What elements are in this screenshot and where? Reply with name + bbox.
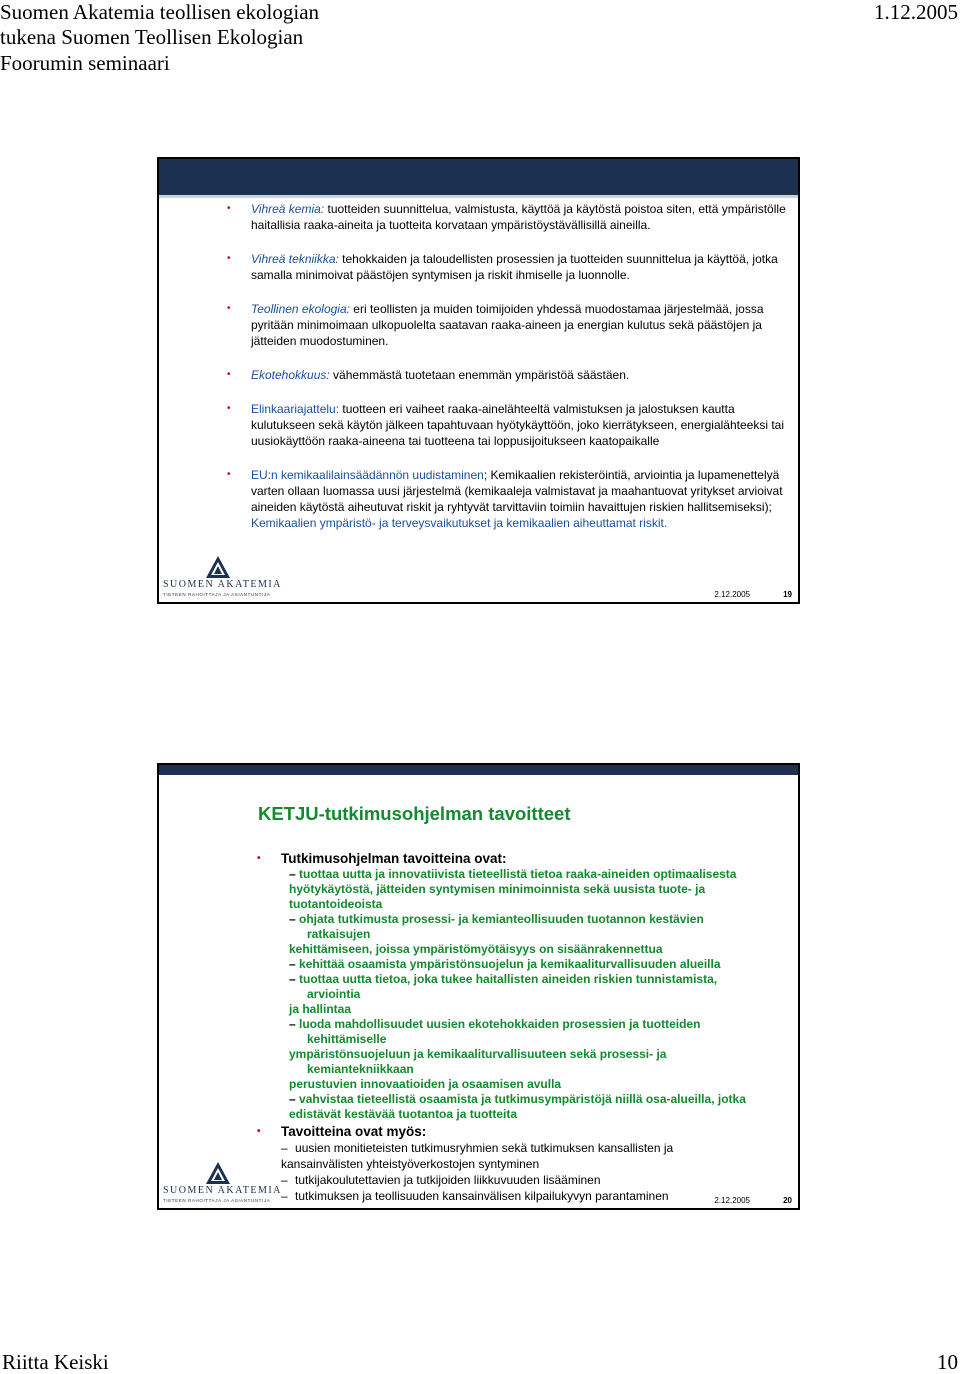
dash-icon: – [289, 1092, 300, 1106]
definition-term: Teollinen ekologia: [251, 302, 350, 316]
logo-tagline: TIETEEN RAHOITTAJA JA ASIANTUNTIJA [163, 592, 271, 597]
list-line-text: tuottaa uutta ja innovatiivista tieteellistä tietoa raaka-aineiden optimaalisesta [299, 867, 737, 881]
header-line-1: Suomen Akatemia teollisen ekologian [0, 0, 320, 24]
slide-date: 2.12.2005 [714, 590, 750, 599]
goals-list [281, 867, 800, 1122]
header-line-2: tukena Suomen Teollisen Ekologian [0, 25, 304, 49]
logo-name: SUOMEN AKATEMIA [163, 579, 282, 590]
list-line [281, 1017, 800, 1032]
list-line [281, 1032, 800, 1047]
list-line [281, 1107, 800, 1122]
list-line [281, 987, 800, 1002]
list-line [281, 1062, 800, 1077]
dash-icon: – [281, 1189, 292, 1203]
list-line [281, 1002, 800, 1017]
logo-emblem-icon [205, 555, 231, 579]
definition-term: Elinkaariajattelu: [251, 402, 340, 416]
definition-item-eu [227, 467, 791, 531]
list-line-text: tuottaa uutta tietoa, joka tukee haitallisten aineiden riskien tunnistamista, [299, 972, 718, 986]
footer-page-number: 10 [937, 1350, 958, 1374]
definition-text: ; Kemikaalien rekisteröintiä, arviointia ja lupamenettelyä varten ollaan luomassa uusi järjestelmä (kemikaaleja valmistavat ja maahantuovat yritykset arvioivat aineiden käytöstä aiheutuvat riskit ja ryhtyvät tarvittaviin toimiin havaittujen riskien hallitsemiseksi); [251, 468, 783, 514]
slide-title-bar [159, 765, 798, 775]
definition-text: tuotteiden suunnittelua, valmistusta, käyttöä ja käytöstä poistoa siten, että ympäristölle haitallisia raaka-aineita ja tuotteita korvataan ympäristöystävällisillä aineilla. [251, 202, 786, 232]
list-line-text: ohjata tutkimusta prosessi- ja kemianteollisuuden tuotannon kestävien [299, 912, 704, 926]
list-line-text: kehittämiseen, joissa ympäristömyötäisyys on sisäänrakennettua [289, 942, 663, 956]
bullet-icon: • [257, 853, 261, 864]
logo-tagline: TIETEEN RAHOITTAJA JA ASIANTUNTIJA [163, 1198, 271, 1203]
slide-title-bar-underline [159, 195, 798, 198]
list-line-text: vahvistaa tieteellistä osaamista ja tutkimusympäristöjä niillä osa-alueilla, jotka [299, 1092, 746, 1106]
list-line [281, 882, 800, 897]
list-line [281, 1092, 800, 1107]
slide-date: 2.12.2005 [714, 1196, 750, 1205]
definitions-list [227, 201, 791, 549]
dash-icon: – [281, 1173, 292, 1187]
header-line-3: Foorumin seminaari [0, 51, 170, 75]
goals-heading-text: Tutkimusohjelman tavoitteina ovat: [281, 851, 507, 866]
definition-text: tuotteen eri vaiheet raaka-ainelähteeltä valmistuksen ja jalostuksen kautta kulutukseen sekä käytön jälkeen tapahtuvaan hyötykäyttöön, joko kierrätykseen, energialähteeksi tai uusiokäyttöön raaka-aineena tai tuotteena tai loppusijoitukseen kaatopaikalle [251, 402, 784, 448]
list-line [281, 1047, 800, 1062]
dash-icon: – [289, 1017, 300, 1031]
bullet-icon: • [257, 1126, 261, 1137]
list-line [281, 942, 800, 957]
list-line [281, 957, 800, 972]
slide-number: 19 [783, 590, 792, 599]
definition-text: tehokkaiden ja taloudellisten prosessien ja tuotteiden suunnittelua ja käyttöä, jotka samalla minimoivat päästöjen syntymisen ja riskit ihmiselle ja luonnolle. [251, 252, 778, 282]
logo-name: SUOMEN AKATEMIA [163, 1185, 282, 1196]
also-heading-text: Tavoitteina ovat myös: [281, 1124, 427, 1139]
definition-item [227, 251, 791, 283]
slide-number: 20 [783, 1196, 792, 1205]
dash-icon: – [289, 912, 300, 926]
list-line [281, 927, 800, 942]
logo-emblem-icon [205, 1161, 231, 1185]
bullet-icon: • [227, 403, 231, 414]
bullet-icon: • [227, 253, 231, 264]
list-line-text: luoda mahdollisuudet uusien ekotehokkaiden prosessien ja tuotteiden [299, 1017, 701, 1031]
slide-title-bar [159, 159, 798, 195]
list-line-text: kehittää osaamista ympäristönsuojelun ja kemikaaliturvallisuuden alueilla [299, 957, 721, 971]
list-line [281, 1077, 800, 1092]
list-line-text: tuotantoideoista [289, 897, 383, 911]
dash-icon: – [289, 957, 300, 971]
list-line [281, 1172, 800, 1188]
definition-term-2: Kemikaalien ympäristö- ja terveysvaikutukset ja kemikaalien aiheuttamat riskit. [251, 516, 668, 530]
slide-19 [157, 157, 800, 604]
list-line-text: ja hallintaa [289, 1002, 352, 1016]
footer-author: Riitta Keiski [2, 1350, 109, 1374]
also-list [281, 1140, 800, 1204]
definition-term: EU:n kemikaalilainsäädännön uudistaminen [251, 468, 484, 482]
list-line-text: kehittämiselle [307, 1032, 387, 1046]
definition-item [227, 201, 791, 233]
suomen-akatemia-logo [163, 555, 282, 604]
list-line-text: perustuvien innovaatioiden ja osaamisen avulla [289, 1077, 562, 1091]
suomen-akatemia-logo [163, 1161, 282, 1210]
list-line-text: tutkijakoulutettavien ja tutkijoiden liikkuvuuden lisääminen [295, 1173, 601, 1187]
list-line-text: ratkaisujen [307, 927, 371, 941]
list-line-text: hyötykäytöstä, jätteiden syntymisen minimoinnista sekä uusista tuote- ja [289, 882, 706, 896]
list-line [281, 912, 800, 927]
definition-item [227, 301, 791, 349]
list-line [281, 1156, 800, 1172]
goals-heading [257, 851, 800, 867]
definition-term: Vihreä kemia: [251, 202, 325, 216]
list-line-text: kansainvälisten yhteistyöverkostojen syntyminen [281, 1157, 540, 1171]
list-line-text: edistävät kestävää tuotantoa ja tuotteita [289, 1107, 518, 1121]
slide-content [257, 851, 800, 1204]
list-line [281, 867, 800, 882]
dash-icon: – [289, 972, 300, 986]
definition-item [227, 367, 791, 383]
definition-text: eri teollisten ja muiden toimijoiden yhdessä muodostamaa järjestelmää, jossa pyritään minimoimaan ulkopuolelta saatavan raaka-aineen ja energian kulutus sekä päästöjen ja jätteiden muodostuminen. [251, 302, 764, 348]
definition-item [227, 401, 791, 449]
slide-20 [157, 763, 800, 1210]
list-line-text: uusien monitieteisten tutkimusryhmien sekä tutkimuksen kansallisten ja [295, 1141, 674, 1155]
bullet-icon: • [227, 469, 231, 480]
list-line-text: tutkimuksen ja teollisuuden kansainvälisen kilpailukyvyn parantaminen [295, 1189, 669, 1203]
also-heading [257, 1124, 800, 1140]
list-line-text: kemiantekniikkaan [307, 1062, 414, 1076]
dash-icon: – [281, 1141, 292, 1155]
list-line [281, 1140, 800, 1156]
definition-term: Ekotehokkuus: [251, 368, 330, 382]
slide-title: KETJU-tutkimusohjelman tavoitteet [258, 803, 571, 824]
definition-term: Vihreä tekniikka: [251, 252, 339, 266]
bullet-icon: • [227, 203, 231, 214]
list-line [281, 972, 800, 987]
bullet-icon: • [227, 369, 231, 380]
bullet-icon: • [227, 303, 231, 314]
list-line-text: ympäristönsuojeluun ja kemikaaliturvallisuuteen sekä prosessi- ja [289, 1047, 667, 1061]
dash-icon: – [289, 867, 300, 881]
header-date: 1.12.2005 [874, 0, 958, 24]
list-line-text: arviointia [307, 987, 361, 1001]
definition-text: vähemmästä tuotetaan enemmän ympäristöä säästäen. [329, 368, 630, 382]
list-line [281, 897, 800, 912]
